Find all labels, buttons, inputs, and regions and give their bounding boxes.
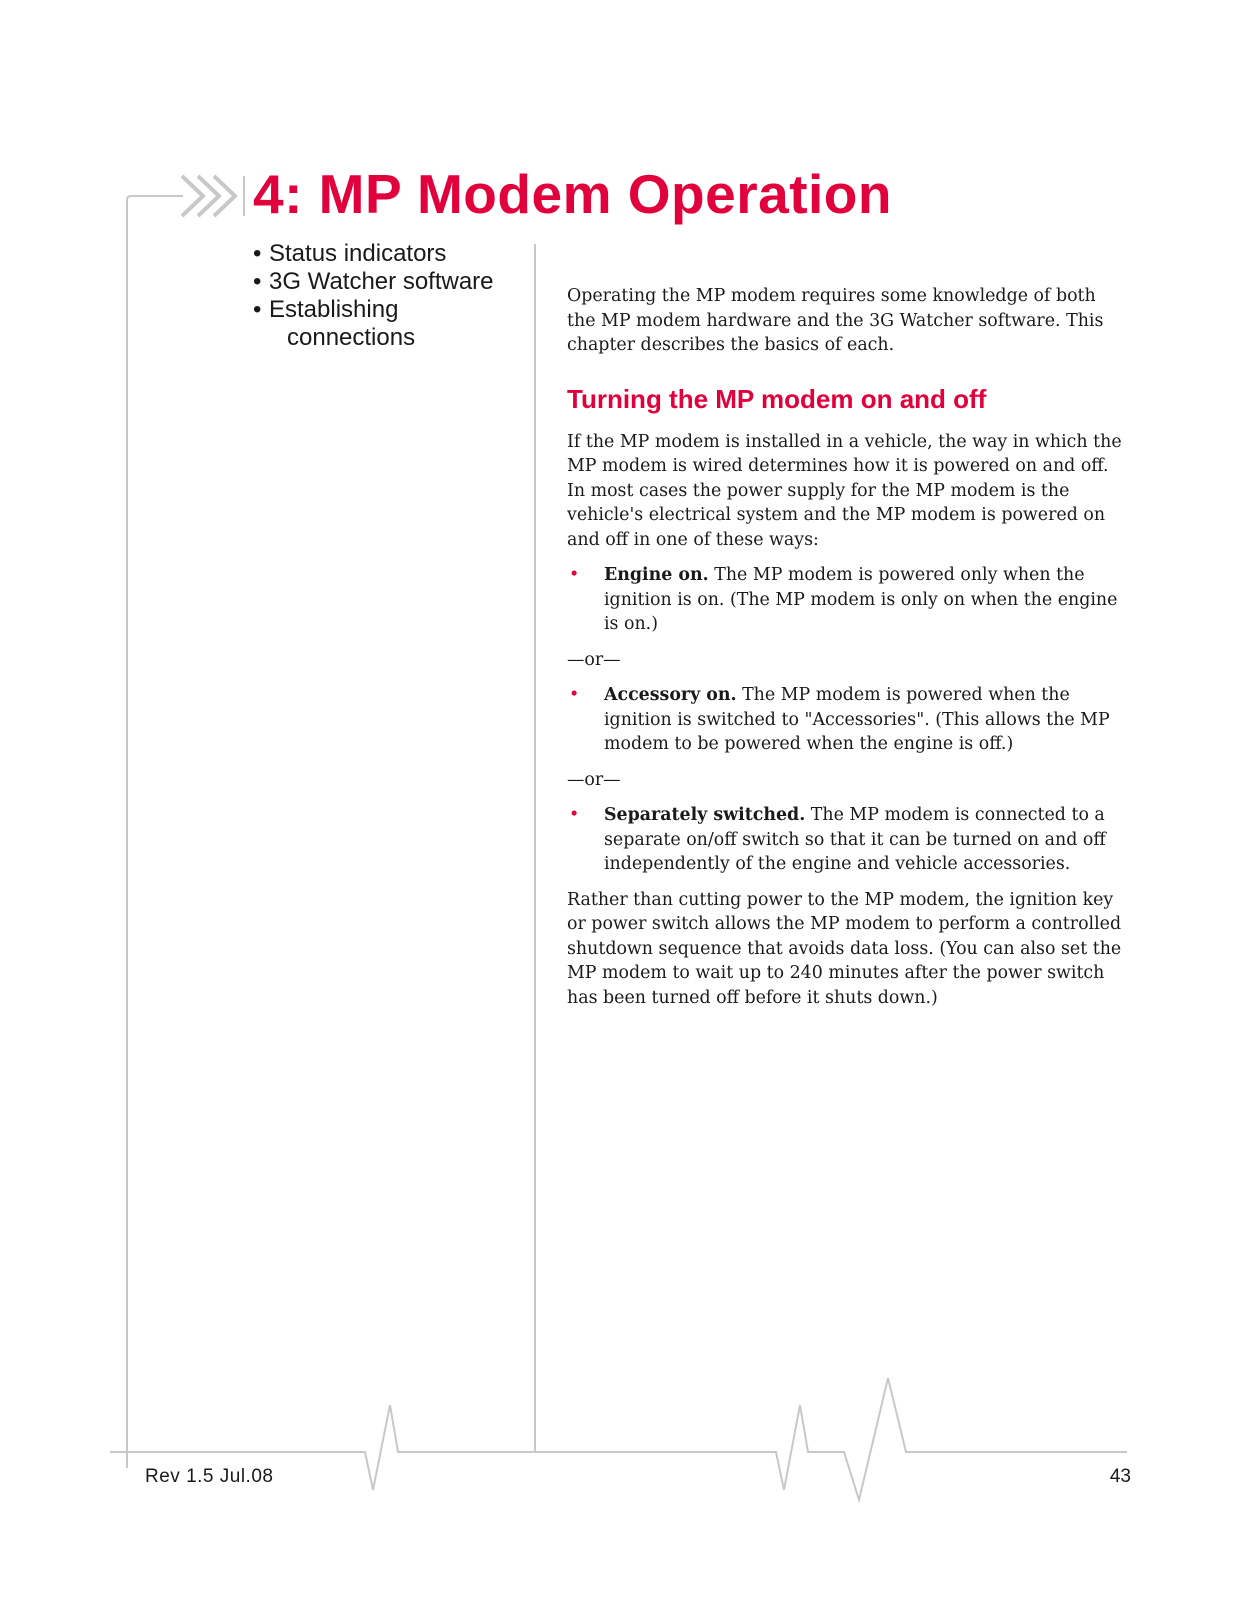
topic-bullet: • <box>253 268 262 295</box>
topic-label: 3G Watcher software <box>269 268 494 295</box>
power-mode-text: The MP modem is connected to a separate on/off switch so that it can be turned on and off independently of the engine and vehicle accessories. <box>604 805 1106 874</box>
topic-item <box>253 268 519 296</box>
frame-top-left-line <box>127 196 183 1468</box>
topic-label: Establishing <box>269 296 399 323</box>
or-separator: —or— <box>567 649 621 670</box>
power-mode-item <box>567 563 1127 637</box>
power-mode-text: The MP modem is powered when the ignition is switched to "Accessories". (This allows the MP modem to be powered when the engine is off.) <box>604 685 1110 754</box>
footer-revision: Rev 1.5 Jul.08 <box>145 1466 274 1487</box>
footer-page-number: 43 <box>1109 1466 1131 1487</box>
power-mode-text: The MP modem is powered only when the ignition is on. (The MP modem is only on when the engine is on.) <box>604 565 1118 634</box>
topic-label: Status indicators <box>269 240 447 267</box>
chapter-topics-list <box>253 240 519 352</box>
bullet-icon: • <box>569 685 580 705</box>
power-mode-item <box>567 803 1127 877</box>
topic-label-continued: connections <box>287 324 416 351</box>
intro-paragraph: Operating the MP modem requires some knowledge of both the MP modem hardware and the 3G Watcher software. This chapter describes the basics of each. <box>567 286 1104 355</box>
section-paragraph: If the MP modem is installed in a vehicle, the way in which the MP modem is wired determines how it is powered on and off. In most cases the power supply for the MP modem is the vehicle's electrical system and the MP modem is powered on and off in one of these ways: <box>567 431 1122 550</box>
topic-bullet: • <box>253 296 262 323</box>
or-separator: —or— <box>567 769 621 790</box>
chapter-arrows-icon <box>182 176 235 216</box>
main-content <box>567 284 1127 1021</box>
power-mode-item <box>567 683 1127 757</box>
topic-bullet: • <box>253 240 262 267</box>
section-heading: Turning the MP modem on and off <box>567 383 987 414</box>
power-mode-term: Accessory on. <box>604 685 737 705</box>
chapter-title: 4: MP Modem Operation <box>253 163 892 225</box>
topic-item <box>253 240 519 268</box>
bullet-icon: • <box>569 805 580 825</box>
power-mode-term: Engine on. <box>604 565 709 585</box>
bullet-icon: • <box>569 565 580 585</box>
power-mode-term: Separately switched. <box>604 805 806 825</box>
topic-item <box>253 296 519 352</box>
section-paragraph: Rather than cutting power to the MP modem, the ignition key or power switch allows the MP modem to perform a controlled shutdown sequence that avoids data loss. (You can also set the MP modem to wait up to 240 minutes after the power switch has been turned off before it shuts down.) <box>567 889 1122 1008</box>
